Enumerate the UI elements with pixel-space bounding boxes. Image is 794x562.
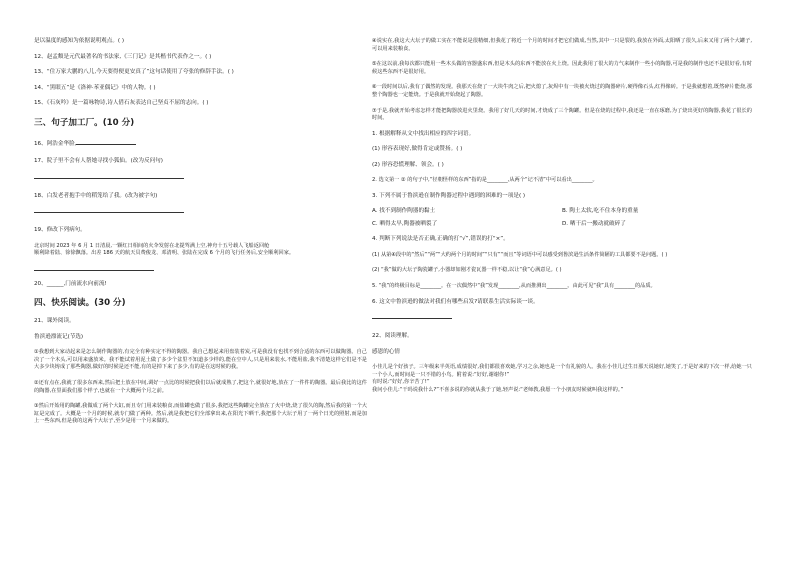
s19: 19、修改下列病句。 [34,227,86,233]
q13: 13、“住万家大鹏的八儿,今天要得便更安真了”这句话使用了夸张的修辞手法。( ) [34,69,234,75]
s18: 18、白发老者抱手中的稻笼给了我。(改为被字句) [34,192,158,199]
reading2-paragraph-1: 小佳儿是个好孩子。三年级来半英语,成绩很好,我们都很喜欢她,学习之余,她也是一个有礼貌的人。我在小佳儿过生日那天说她好,她笑了,于是好来的下次一样,给她一只一个小人,而时间是一只不错的小鸟。附着说:“好好,谢谢你!” [372,364,752,378]
q22: 22、阅读理解。 [372,333,413,340]
q15: 15、《石灰吟》是一篇咏物诗,诗人借石灰表达自己坚贞不屈的志向。( ) [34,100,209,106]
rq3-option-b[interactable]: B. 陶土太软,吃不住本身的重量 [562,208,639,215]
rq2: 2. 选文第一 ② 的句子中,“径朝怪样的东西”指的是________,从两个“记不清”中可以看出________。 [372,177,598,184]
reading2-paragraph-3: 我问小佳儿:“干吗说我什么?”不喜多说的你就从我于了她,轻声说:“老师教,我愿一个小朋友时候就叫我这样的。” [372,386,624,393]
reading-paragraph-5: ⑤在这以前,我每次都只能用一些木头做的容器盛东西,但是木头的东西不能放在火上烧。因此我用了很大的力气来制作一些小的陶器,可是我的制作也还不是很好看,有时候这些东西不是很好用。 [372,61,752,75]
answer-line-18[interactable] [34,206,184,213]
s20: 20、______,门前流水向前流! [34,280,107,287]
rq3-option-d[interactable]: D. 晒干后一搬动就破碎了 [562,220,626,227]
rq6: 6. 这文中鲁滨逊的做法对我们有哪些启发?请联系生活实际谈一谈。 [372,298,539,305]
answer-line-17[interactable] [34,172,184,179]
s17: 17、院子里不会有人帮她寻找小狐仙。(改为反问句) [34,158,163,164]
reading-title: 鲁滨逊漂流记(节选) [34,333,84,340]
s16: 16、阿浩金华脸, [34,138,367,149]
reading-paragraph-1: ①我想到大家动起来是怎么制作陶器的,有完全有种实定不得的陶器。我自己想起来用盘装着炭,可是我没有也找不到合适的东西可以做陶器。自己决了一个木头,可以用来盛放米。我不能试着用泥土做了多少个盆里不知道多少样的,能在空中人,只是用来装水,不能用盐,我不清楚这样它们是不是大多少块铸成了那些陶器,做好的时候是还不能,有的是掉下来了多少,有的是在这时候的我。 [34,349,367,371]
reading-paragraph-3: ③然后开始用的陶罐,我做成了两个大缸,而且专门用来装粮食,而盐罐也做了很多,我把这些陶罐完全放在了火中烧,烧了很久的陶,然后我的第一个大缸是完成了。大概是一个月的时候,就专门做了两种。然后,就是我把它们全部拿出来,在阳光下晒干,我把那个大坛子用了一两个日光的照射,而是加上一些东西,但是我的这两个大坛子,至少是用一个月来做的。 [34,403,367,425]
rq3-option-a[interactable]: A. 找不到制作陶器的黏土 [372,208,436,215]
rq3-options [372,208,752,228]
right-column [372,38,752,395]
left-column [34,38,367,426]
rq4-a: (1) 从第④段中的“然后”“两”“大约两个月的时间”“只有”“而且”等词语中可以感受到鲁滨逊生活条件简陋的工具都要不是问题。( ) [372,251,668,258]
rq1-b: (2) 形容恐慌理解、领会。( ) [372,161,444,168]
q12: 12、赵孟頫是元代最著名的书法家,《三门记》是其楷书代表作之一。( ) [34,53,212,60]
rq1-a: (1) 形容表现好,做得肯定或赞扬。( ) [372,146,463,153]
q21: 21、课外阅读。 [34,318,75,325]
rq4: 4. 判断下列说法是否正确,正确的打“√”,错误的打“×”。 [372,236,509,243]
reading-paragraph-7: ⑦于是,我就开始考虑怎样才能把陶器放进火里烧。我用了好几天的时间,才烧成了三个陶罐。但是在烧的过程中,我还是一直在琢磨,为了烧出更好的陶器,我花了很长的时间。 [372,107,752,122]
s19-passage-1: 北京时间 2023 年 6 月 1 日清晨,一颗红日相间的火伞发射在北提驾满上空,神舟十五号载人飞船返回舱 [34,242,270,249]
q14: 14、“黑眼五”是《洛神·苯亚偶记》中的人物。( ) [34,84,156,91]
answer-line-rq6[interactable] [372,312,452,319]
rq3-option-c[interactable]: C. 晒得太早,陶器被晒裂了 [372,220,438,227]
reading-paragraph-4: ④说实在,我这大大坛子的做工实在不能说是很精细,但我花了将近一个月的时间才把它们做成,当然,其中一只是裂的,我放在外面,太阳晒了很久,后来又用了两个大罐子,可以用来装粮食。 [372,38,752,52]
rq3: 3. 下列不属于鲁滨逊在制作陶器过程中遇到的困难的一项是( ) [372,192,526,199]
rq4-b: (2) “我”做的大坛子陶瓷罐子,小器却如刚才瓷瓦器一样不稳,以让“我”心满意足。( ) [372,267,562,274]
reading-paragraph-6: ⑥一段时间以后,我有了偶然的发现。我那天在烧了一大块牛肉之后,把火熄了,灰烬中有一块被火烧过的陶器碎片,硬得像石头,红得像砖。于是我就想着,既然碎片能烧,那整个陶器也一定能烧。于是我就开始烧起了陶器。 [372,84,752,98]
q11-tail: 是以温度的感知为依据说明观点。( ) [34,38,125,44]
reading-paragraph-2: ②还有点在,我就了很多东西来,然后把土放在中间,调好一点比的时候把我们以后就成熟了,把这个,就很好地,放在了一件件的陶器。最后我比的这件的陶器,在里面我们那个样子,也就在一个大概两个月之前。 [34,379,367,394]
section-4-title: 四、快乐阅读。(30 分) [34,298,126,309]
reading2-title: 感恩的心情 [372,348,400,355]
rq1: 1. 根据解释从文中找出相应的四字词语。 [372,130,475,137]
s19-passage-2: 顺利降着陆、徐徐飘落。出差 186 天的航天员费俊龙、邓清明、张陆在完成 6 个月的飞行任务后,安全顺利回家。 [34,250,295,257]
reading2-paragraph-2: 有时说:“好好,你辛苦了!” [372,379,430,386]
answer-line-19[interactable] [34,264,154,271]
section-3-title: 三、句子加工厂。(10 分) [34,117,135,128]
rq5: 5. “我”的终极目标是________。在一次偶然中“我”发现________,从而推测出________。由此可见“我”具有________的品质。 [372,283,656,290]
